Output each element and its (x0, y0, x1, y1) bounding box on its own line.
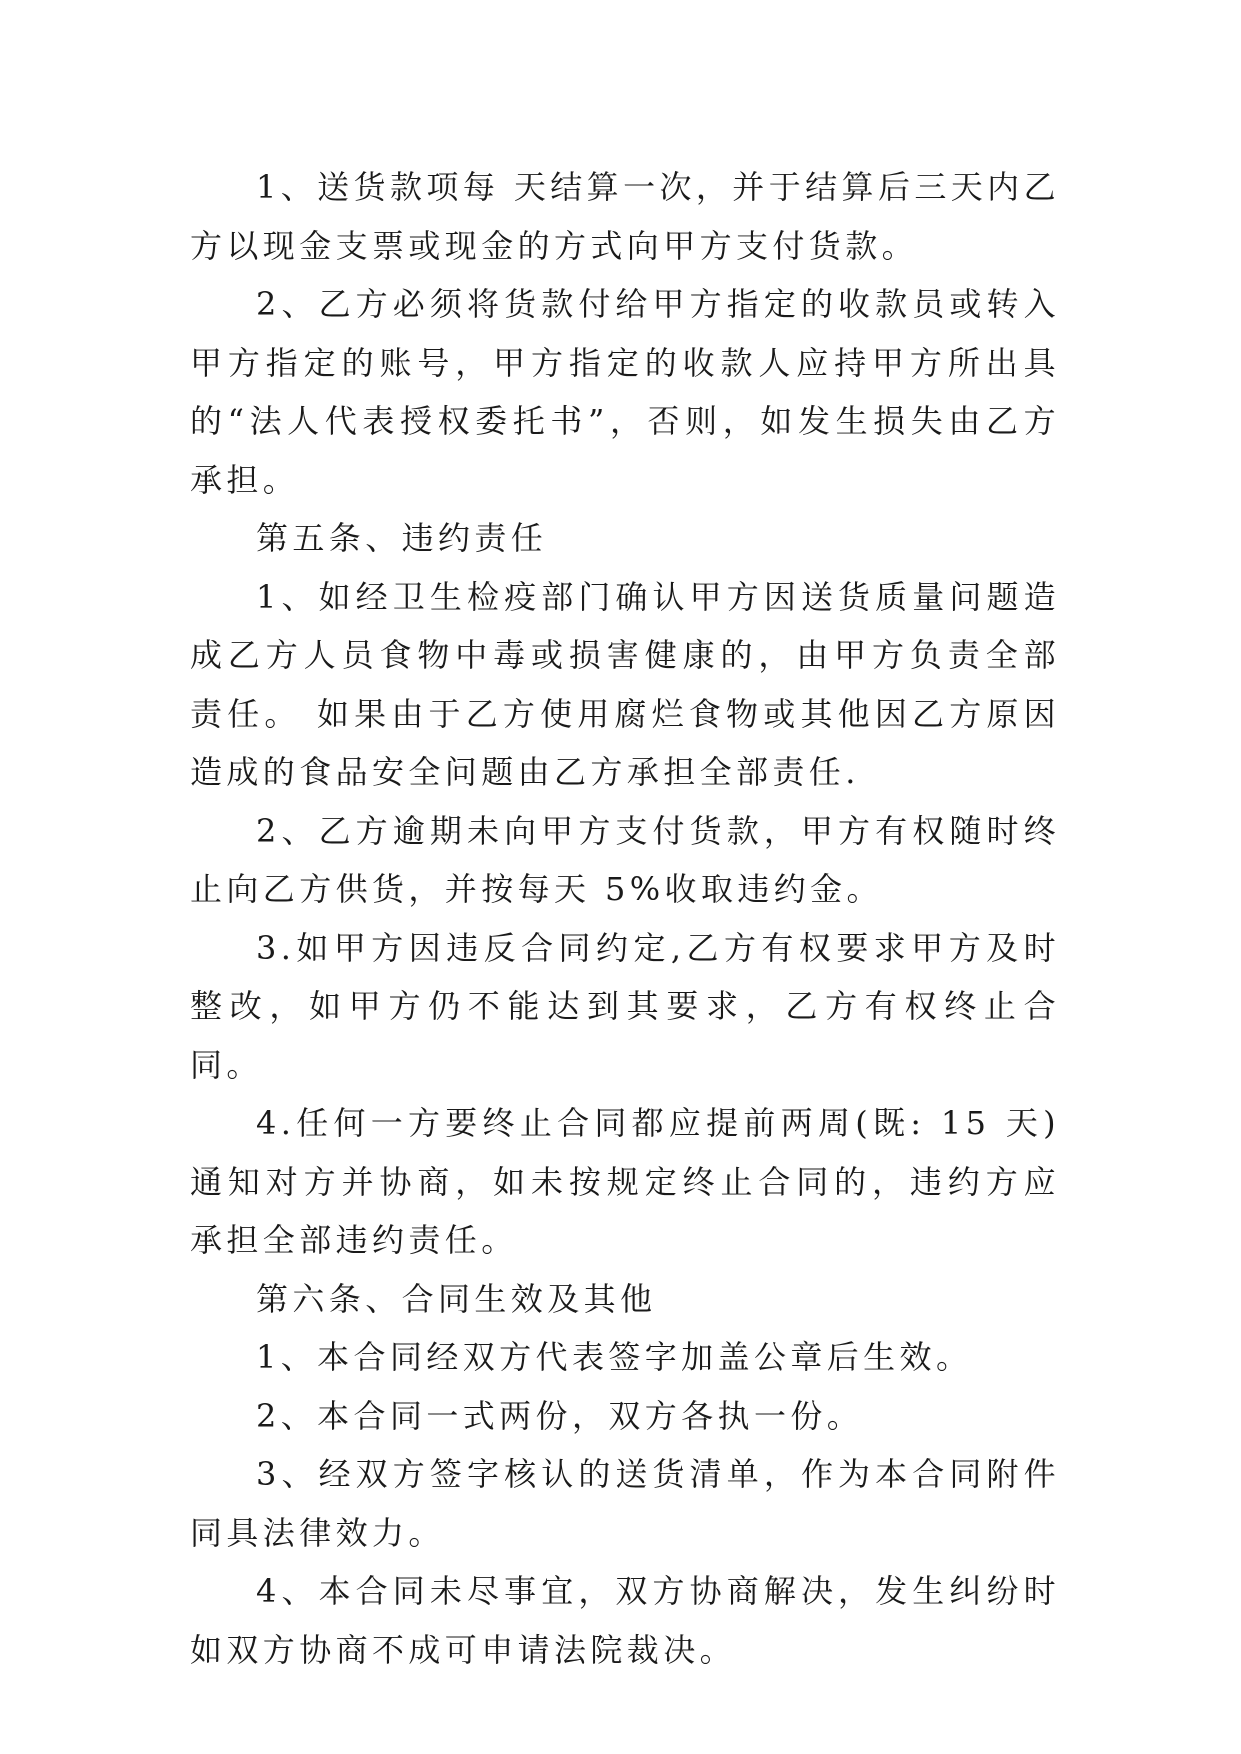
clause-food-safety-liability: 1、如经卫生检疫部门确认甲方因送货质量问题造成乙方人员食物中毒或损害健康的，由甲方负责全部责任。 如果由于乙方使用腐烂食物或其他因乙方原因造成的食品安全问题由乙方承担全部责任. (190, 577, 1060, 791)
clause-overdue-payment: 2、乙方逾期未向甲方支付货款，甲方有权随时终止向乙方供货，并按每天 5%收取违约金。 (190, 811, 1060, 908)
clause-payment-recipient: 2、乙方必须将货款付给甲方指定的收款员或转入甲方指定的账号，甲方指定的收款人应持甲方所出具的“法人代表授权委托书”，否则，如发生损失由乙方承担。 (190, 285, 1060, 499)
clause-termination-notice: 4.任何一方要终止合同都应提前两周(既: 15 天)通知对方并协商，如未按规定终止合同的，违约方应承担全部违约责任。 (190, 1104, 1060, 1259)
clause-rectification: 3.如甲方因违反合同约定,乙方有权要求甲方及时整改，如甲方仍不能达到其要求，乙方有权终止合同。 (190, 928, 1060, 1084)
clause-copies: 2、本合同一式两份，双方各执一份。 (256, 1396, 864, 1435)
clause-dispute-resolution: 4、本合同未尽事宜，双方协商解决，发生纠纷时如双方协商不成可申请法院裁决。 (190, 1572, 1060, 1669)
section-heading-article-6: 第六条、合同生效及其他 (256, 1279, 657, 1318)
clause-delivery-list: 3、经双方签字核认的送货清单，作为本合同附件同具法律效力。 (190, 1455, 1060, 1552)
contract-body (190, 158, 1060, 1679)
section-heading-article-5: 第五条、违约责任 (256, 519, 548, 557)
clause-payment-settlement: 1、送货款项每 天结算一次，并于结算后三天内乙方以现金支票或现金的方式向甲方支付货款。 (190, 168, 1060, 265)
clause-effective: 1、本合同经双方代表签字加盖公章后生效。 (256, 1338, 973, 1376)
